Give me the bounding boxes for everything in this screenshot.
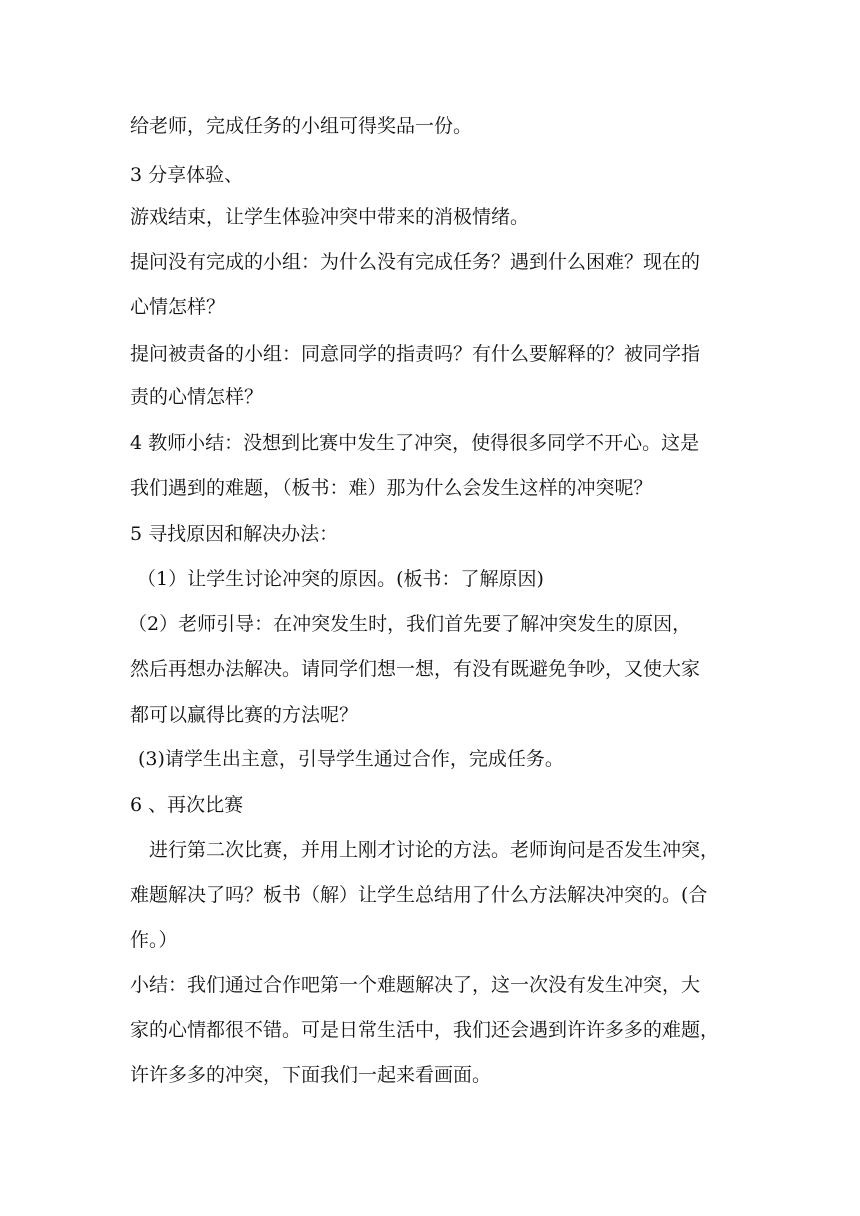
- text-line: 责的心情怎样？: [130, 386, 264, 408]
- text-line: 许许多多的冲突，下面我们一起来看画面。: [130, 1064, 492, 1086]
- text-line: 作。）: [130, 929, 178, 951]
- text-line: 心情怎样？: [130, 296, 226, 318]
- text-line: 小结：我们通过合作吧第一个难题解决了，这一次没有发生冲突，大: [130, 974, 701, 996]
- text-line: 提问被责备的小组：同意同学的指责吗？有什么要解释的？被同学指: [130, 343, 701, 365]
- text-line: （2）老师引导：在冲突发生时，我们首先要了解冲突发生的原因，: [128, 613, 692, 635]
- text-line: （1）让学生讨论冲突的原因。(板书：了解原因): [137, 568, 544, 590]
- text-line: 我们遇到的难题，（板书：难）那为什么会发生这样的冲突呢？: [130, 477, 653, 499]
- text-line: 家的心情都很不错。可是日常生活中，我们还会遇到许许多多的难题，: [130, 1019, 720, 1041]
- text-line: 给老师，完成任务的小组可得奖品一份。: [130, 115, 473, 137]
- text-line: 进行第二次比赛，并用上刚才讨论的方法。老师询问是否发生冲突，: [149, 839, 720, 861]
- text-line: 都可以赢得比赛的方法呢？: [130, 704, 359, 726]
- text-line: 3 分享体验、: [130, 164, 244, 186]
- text-line: 5 寻找原因和解决办法：: [130, 523, 339, 545]
- text-line: 提问没有完成的小组：为什么没有完成任务？遇到什么困难？现在的: [130, 251, 701, 273]
- text-line: 6 、再次比赛: [130, 794, 244, 816]
- text-line: (3)请学生出主意，引导学生通过合作，完成任务。: [138, 748, 564, 770]
- text-line: 游戏结束，让学生体验冲突中带来的消极情绪。: [130, 206, 530, 228]
- text-line: 难题解决了吗？板书（解）让学生总结用了什么方法解决冲突的。(合: [130, 884, 708, 906]
- text-line: 4 教师小结：没想到比赛中发生了冲突，使得很多同学不开心。这是: [130, 432, 700, 454]
- text-line: 然后再想办法解决。请同学们想一想，有没有既避免争吵，又使大家: [130, 658, 701, 680]
